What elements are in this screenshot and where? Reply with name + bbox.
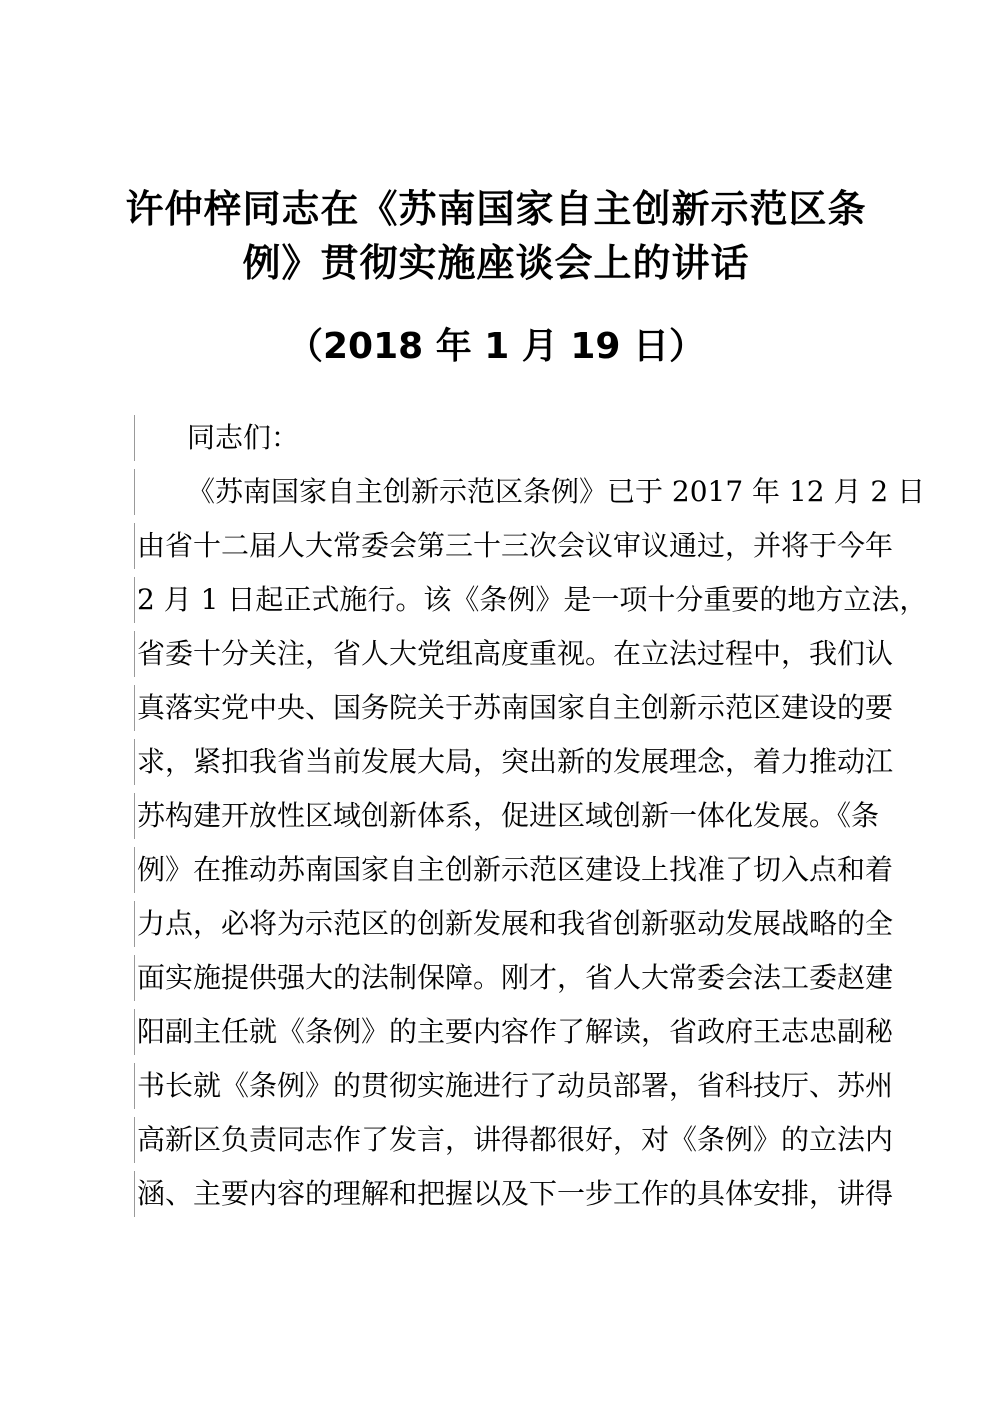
body-line: 涵、主要内容的理解和把握以及下一步工作的具体安排，讲得 — [134, 1171, 873, 1217]
body-line: 求，紧扣我省当前发展大局，突出新的发展理念，着力推动江 — [134, 739, 873, 785]
body-line: 高新区负责同志作了发言，讲得都很好，对《条例》的立法内 — [134, 1117, 873, 1163]
body-line: 真落实党中央、国务院关于苏南国家自主创新示范区建设的要 — [134, 685, 873, 731]
title-line-2: 例》贯彻实施座谈会上的讲话 — [242, 241, 750, 285]
salutation: 同志们： — [134, 415, 873, 461]
body-line: 阳副主任就《条例》的主要内容作了解读，省政府王志忠副秘 — [134, 1009, 873, 1055]
body-line: 力点，必将为示范区的创新发展和我省创新驱动发展战略的全 — [134, 901, 873, 947]
body-line: 省委十分关注，省人大党组高度重视。在立法过程中，我们认 — [134, 631, 873, 677]
body-line: 书长就《条例》的贯彻实施进行了动员部署，省科技厅、苏州 — [134, 1063, 873, 1109]
body-line: 2 月 1 日起正式施行。该《条例》是一项十分重要的地方立法， — [134, 577, 873, 623]
body-line: 苏构建开放性区域创新体系，促进区域创新一体化发展。《条 — [134, 793, 873, 839]
title-line-1: 许仲梓同志在《苏南国家自主创新示范区条 — [125, 187, 867, 231]
body-line: 面实施提供强大的法制保障。刚才，省人大常委会法工委赵建 — [134, 955, 873, 1001]
body-line: 《苏南国家自主创新示范区条例》已于 2017 年 12 月 2 日 — [134, 469, 873, 515]
speech-date: （2018 年 1 月 19 日） — [286, 326, 705, 367]
body-line: 例》在推动苏南国家自主创新示范区建设上找准了切入点和着 — [134, 847, 873, 893]
body-line: 由省十二届人大常委会第三十三次会议审议通过，并将于今年 — [134, 523, 873, 569]
